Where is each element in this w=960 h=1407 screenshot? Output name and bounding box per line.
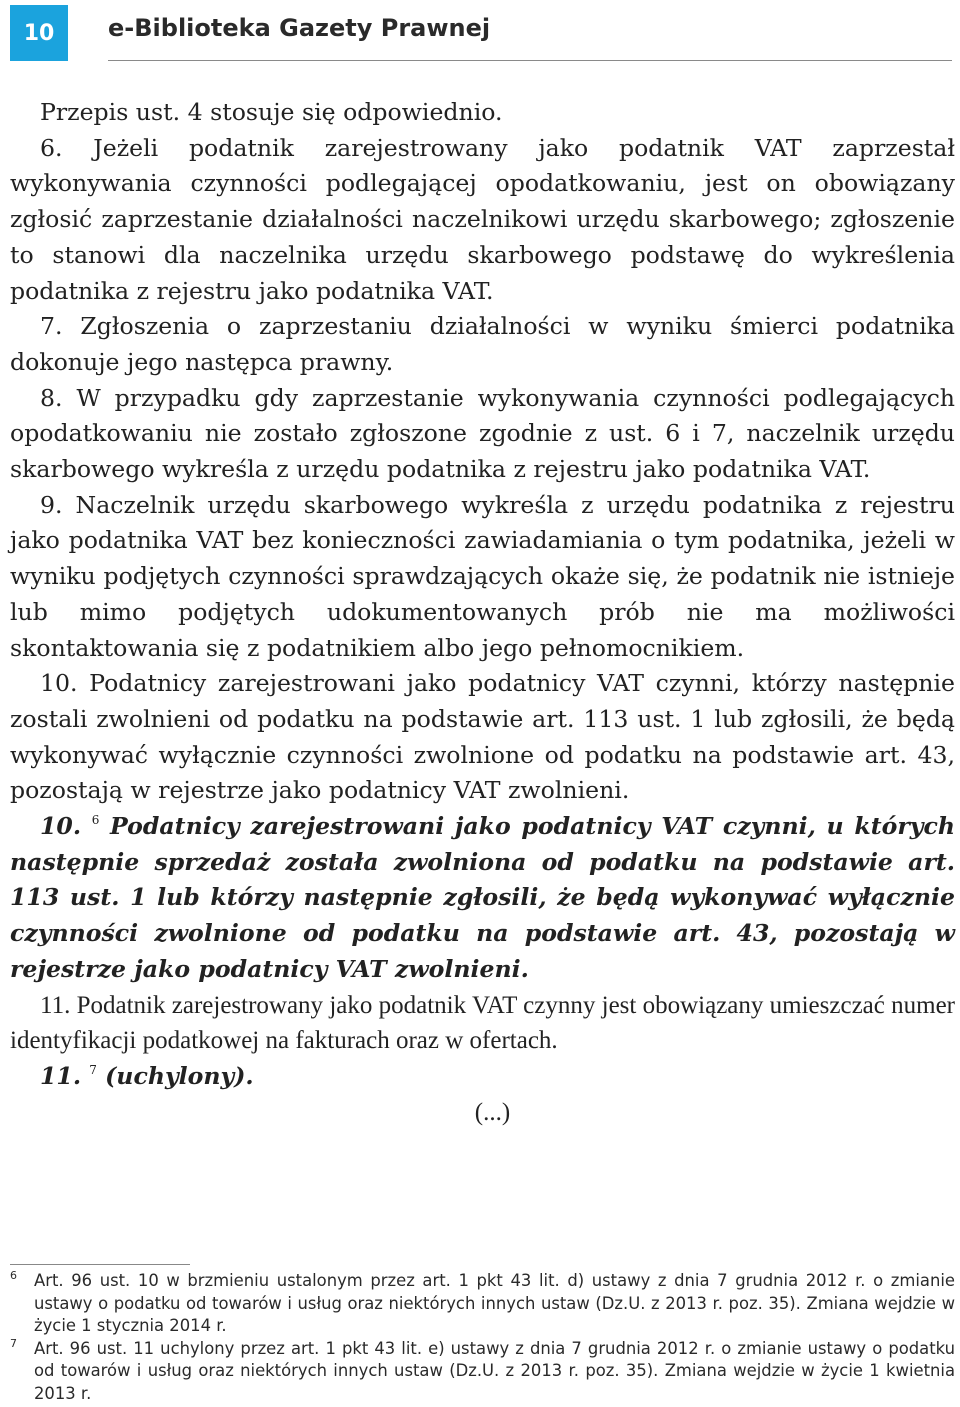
paragraph-8: 8. W przypadku gdy zaprzestanie wykonywania czynności podlegających opodatkowaniu nie zostało zgłoszone zgodnie z ust. 6 i 7, naczelnik urzędu skarbowego wykreśla z urzędu podatnika z rejestru jako podatnika VAT. [10, 383, 955, 484]
paragraph-6: 6. Jeżeli podatnik zarejestrowany jako podatnik VAT zaprzestał wykonywania czynności podlegającej opodatkowaniu, jest on obowiązany zgłosić zaprzestanie działalności naczelnikowi urzędu skarbowego; zgłoszenie to stanowi dla naczelnika urzędu skarbowego podstawę do wykreślenia podatnika z rejestru jako podatnika VAT. [10, 133, 955, 305]
paragraph-number: 11. [40, 1061, 82, 1090]
paragraph-text: (uchylony). [105, 1061, 254, 1090]
header-divider [108, 60, 952, 61]
footnotes [10, 1270, 955, 1406]
footnote-item [10, 1270, 955, 1338]
page-number-badge: 10 [10, 5, 68, 61]
paragraph-11: 11. Podatnik zarejestrowany jako podatnik VAT czynny jest obowiązany umieszczać numer identyfikacji podatkowej na fakturach oraz w ofertach. [10, 991, 955, 1055]
footnote-ref-7[interactable]: 7 [89, 1062, 97, 1077]
omission-marker: (...) [474, 1098, 511, 1126]
footnote-item [10, 1338, 955, 1406]
footnote-number: 6 [10, 1269, 17, 1282]
paragraph-11-repealed [10, 1059, 955, 1095]
paragraph-7: 7. Zgłoszenia o zaprzestaniu działalności w wyniku śmierci podatnika dokonuje jego następca prawny. [10, 312, 955, 376]
footnote-number: 7 [10, 1336, 17, 1350]
footnote-divider [10, 1264, 190, 1265]
paragraph-10: 10. Podatnicy zarejestrowani jako podatnicy VAT czynni, którzy następnie zostali zwolnieni od podatku na podstawie art. 113 ust. 1 lub zgłosili, że będą wykonywać wyłącznie czynności zwolnione od podatku na podstawie art. 43, pozostają w rejestrze jako podatnicy VAT zwolnieni. [10, 669, 955, 805]
article-body [10, 95, 955, 1130]
paragraph-10-new-wording [10, 809, 955, 988]
publication-title: e-Biblioteka Gazety Prawnej [108, 14, 491, 42]
page-header [0, 0, 960, 70]
footnote-ref-6[interactable]: 6 [91, 813, 100, 828]
footnote-text: Art. 96 ust. 11 uchylony przez art. 1 pkt 43 lit. e) ustawy z dnia 7 grudnia 2012 r. o zmianie ustawy o podatku od towarów i usług oraz niektórych innych ustaw (Dz.U. z 2013 r. poz. 35). Zmiana wejdzie w życie 1 kwietnia 2013 r. [34, 1338, 955, 1403]
footnote-text: Art. 96 ust. 10 w brzmieniu ustalonym przez art. 1 pkt 43 lit. d) ustawy z dnia 7 grudnia 2012 r. o zmianie ustawy o podatku od towarów i usług oraz niektórych innych ustaw (Dz.U. z 2013 r. poz. 35). Zmiana wejdzie w życie 1 stycznia 2014 r. [34, 1271, 955, 1336]
paragraph-intro: Przepis ust. 4 stosuje się odpowiednio. [40, 98, 503, 126]
paragraph-text: Podatnicy zarejestrowani jako podatnicy VAT czynni, u których następnie sprzedaż została zwolniona od podatku na podstawie art. 113 ust. 1 lub którzy następnie zgłosili, że będą wykonywać wyłącznie czynności zwolnione od podatku na podstawie art. 43, pozostają w rejestrze jako podatnicy VAT zwolnieni. [10, 812, 955, 983]
paragraph-9: 9. Naczelnik urzędu skarbowego wykreśla z urzędu podatnika z rejestru jako podatnika VAT bez konieczności zawiadamiania o tym podatnika, jeżeli w wyniku podjętych czynności sprawdzających okaże się, że podatnik nie istnieje lub mimo podjętych udokumentowanych prób nie ma możliwości skontaktowania się z podatnikiem albo jego pełnomocnikiem. [10, 490, 955, 662]
paragraph-number: 10. [40, 812, 82, 841]
